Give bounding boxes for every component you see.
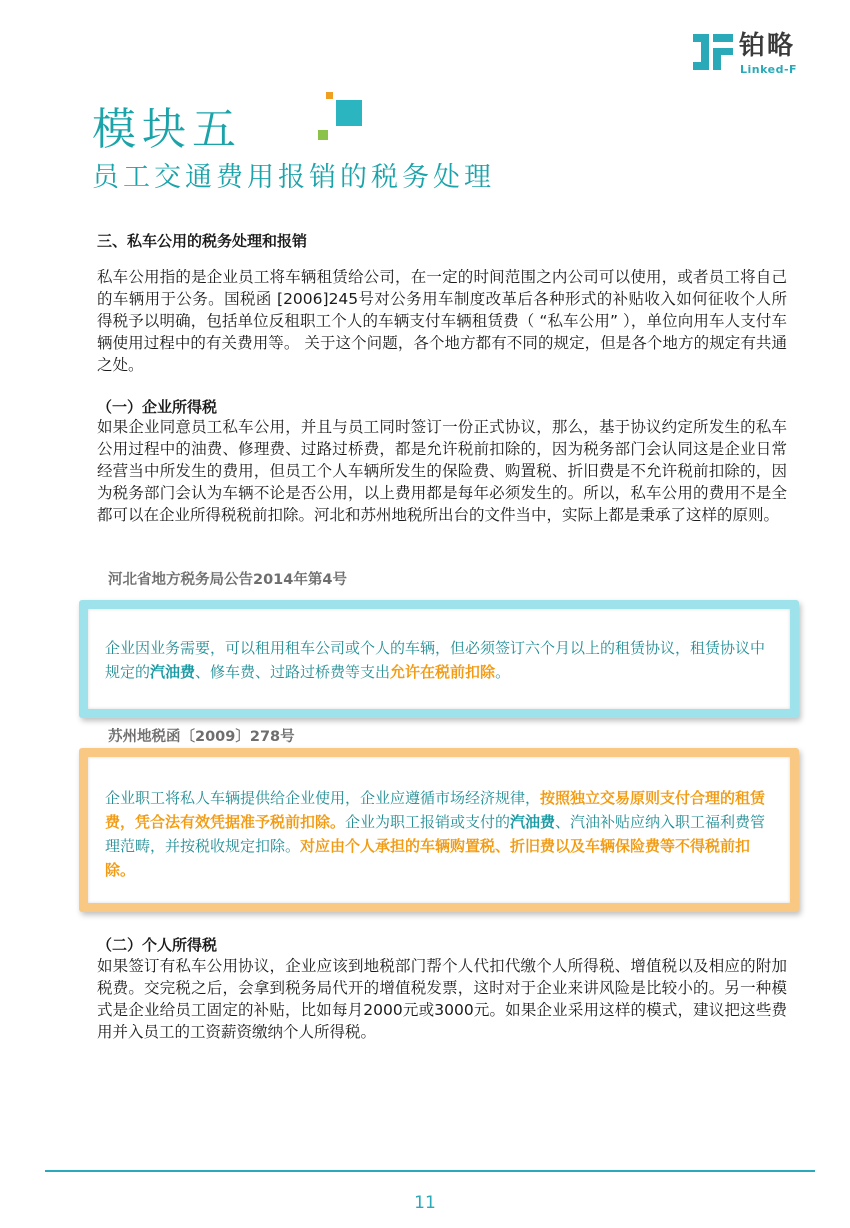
suzhou-quote-text bbox=[105, 786, 773, 882]
corporate-tax-paragraph: 如果企业同意员工私车公用，并且与员工同时签订一份正式协议，那么，基于协议约定所发生的私车公用过程中的油费、修理费、过路过桥费，都是允许税前扣除的，因为税务部门会认同这是企业日常经营当中所发生的费用，但员工个人车辆所发生的保险费、购置税、折旧费是不允许税前扣除的，因为税务部门会认为车辆不论是否公用，以上费用都是每年必须发生的。所以，私车公用的费用不是全都可以在企业所得税税前扣除。河北和苏州地税所出台的文件当中，实际上都是秉承了这样的原则。 bbox=[97, 418, 787, 524]
hebei-text-part: 。 bbox=[495, 663, 511, 681]
hebei-highlight-fuel: 汽油费 bbox=[150, 663, 196, 681]
suzhou-text-part: 企业职工将私人车辆提供给企业使用，企业应遵循市场经济规律， bbox=[105, 789, 541, 807]
linked-f-logo-icon bbox=[693, 32, 733, 72]
hebei-reference-label: 河北省地方税务局公告2014年第4号 bbox=[108, 572, 347, 588]
hebei-text-part: 、修车费、过路过桥费等支出 bbox=[195, 663, 391, 681]
hebei-highlight-deduction: 允许在税前扣除 bbox=[390, 663, 496, 681]
hebei-text-part: 企业因业务需要，可以租用租车公司或个人的车辆，但必须签订六个月以上的租赁协议，租赁协议中规定的 bbox=[105, 639, 766, 681]
suzhou-highlight-rental: 按照独立交易原则支付合理的租赁费，凭合法有效凭据准予税前扣除。 bbox=[105, 789, 766, 831]
module-title: 模块五 bbox=[92, 104, 242, 155]
decor-square-small bbox=[326, 92, 333, 99]
module-subtitle: 员工交通费用报销的税务处理 bbox=[92, 162, 495, 193]
suzhou-text-part: 、汽油补贴应纳入职工福利费管理范畴，并按税收规定扣除。 bbox=[105, 813, 766, 855]
section-heading: 三、私车公用的税务处理和报销 bbox=[97, 232, 308, 250]
suzhou-highlight-fuel: 汽油费 bbox=[510, 813, 556, 831]
decor-square-teal bbox=[336, 100, 362, 126]
section-intro-paragraph: 私车公用指的是企业员工将车辆租赁给公司，在一定的时间范围之内公司可以使用，或者员工将自己的车辆用于公务。国税函 [2006]245号对公务用车制度改革后各种形式的补贴收入如何征收个人所得税予以明确，包括单位反租职工个人的车辆支付车辆租赁费（ “私车公用” ），单位向用车人支付车辆使用过程中的有关费用等。 关于这个问题，各个地方都有不同的规定，但是各个地方的规定有共通之处。 bbox=[97, 268, 787, 374]
suzhou-reference-label: 苏州地税函〔2009〕278号 bbox=[108, 729, 295, 745]
brand-logo bbox=[693, 30, 813, 76]
footer-divider bbox=[45, 1170, 815, 1172]
decor-square-green bbox=[318, 130, 328, 140]
hebei-quote-box bbox=[79, 600, 799, 718]
personal-tax-heading: （二）个人所得税 bbox=[97, 936, 218, 954]
suzhou-quote-box bbox=[79, 748, 799, 912]
personal-tax-paragraph: 如果签订有私车公用协议，企业应该到地税部门帮个人代扣代缴个人所得税、增值税以及相应的附加税费。交完税之后，会拿到税务局代开的增值税发票，这时对于企业来讲风险是比较小的。另一种模式是企业给员工固定的补贴，比如每月2000元或3000元。如果企业采用这样的模式，建议把这些费用并入员工的工资薪资缴纳个人所得税。 bbox=[97, 957, 787, 1041]
logo-english-text: Linked-F bbox=[740, 63, 798, 76]
suzhou-highlight-nondeductible: 对应由个人承担的车辆购置税、折旧费以及车辆保险费等不得税前扣除。 bbox=[105, 837, 751, 879]
corporate-tax-heading: （一）企业所得税 bbox=[97, 398, 218, 416]
page-number: 11 bbox=[414, 1193, 436, 1213]
logo-chinese-text: 铂略 bbox=[739, 31, 796, 61]
suzhou-text-part: 企业为职工报销或支付的 bbox=[345, 813, 511, 831]
hebei-quote-text bbox=[105, 636, 773, 684]
